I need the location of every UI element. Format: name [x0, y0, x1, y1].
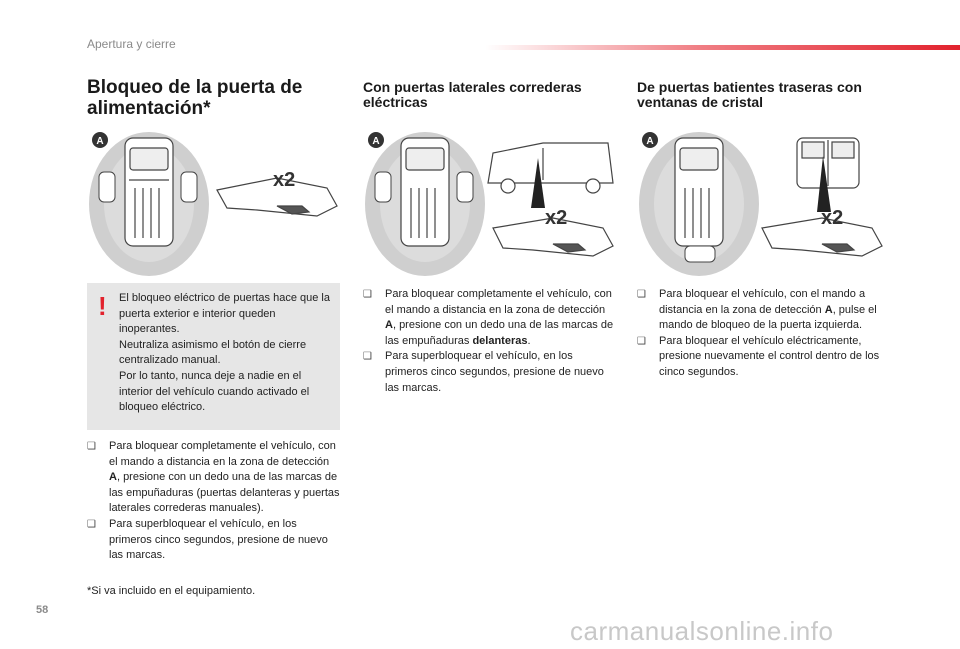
section-title: Apertura y cierre — [87, 37, 176, 51]
illustration-rear-doors — [637, 128, 897, 278]
checkbox-bullet-icon: ❑ — [363, 289, 372, 300]
col1-title: Bloqueo de la puerta de alimentación* — [87, 77, 303, 119]
van-top-view-icon — [125, 138, 173, 246]
list-item: ❑ Para bloquear completamente el vehículo, con el mando a distancia en la zona de detección A, presione con un dedo una de las marcas de las empuñaduras delanteras. — [363, 288, 614, 347]
press-count-label: x2 — [273, 169, 296, 191]
warning-line: Por lo tanto, nunca deje a nadie en el interior del vehículo cuando activado el bloqueo eléctrico. — [119, 369, 310, 414]
zone-a-label: A — [646, 136, 654, 147]
zone-a-label: A — [372, 136, 380, 147]
warning-line: El bloqueo eléctrico de puertas hace que la puerta exterior e interior queden inoperantes. — [119, 292, 330, 336]
zone-a-label: A — [96, 136, 104, 147]
page-number: 58 — [36, 604, 49, 616]
van-rear-view-icon — [797, 138, 859, 188]
press-count-label: x2 — [821, 207, 844, 229]
warning-box — [87, 283, 340, 430]
list-item: ❑ Para bloquear completamente el vehículo, con el mando a distancia en la zona de detección A, presione con un dedo una de las marcas de las empuñaduras (puertas delanteras y puertas laterales correderas manuales). — [87, 440, 340, 515]
van-side-view-icon — [488, 143, 613, 193]
checkbox-bullet-icon: ❑ — [363, 351, 372, 363]
header-accent-bar — [485, 45, 960, 50]
warning-line: Neutraliza asimismo el botón de cierre centralizado manual. — [119, 338, 307, 367]
warning-icon: ! — [98, 291, 107, 321]
van-top-view-icon — [675, 138, 723, 246]
warning-text — [119, 291, 331, 416]
watermark: carmanualsonline.info — [570, 616, 834, 646]
col2-instructions — [363, 287, 618, 396]
checkbox-bullet-icon: ❑ — [87, 441, 96, 452]
illustration-sliding-doors — [363, 128, 623, 278]
col3-title: De puertas batientes traseras con ventanas de cristal — [637, 79, 862, 110]
key-fob-icon — [685, 246, 715, 262]
footnote: *Si va incluido en el equipamiento. — [87, 585, 256, 597]
list-item: ❑ Para superbloquear el vehículo, en los primeros cinco segundos, presione de nuevo las marcas. — [87, 517, 328, 562]
illustration-power-lock — [87, 128, 347, 278]
press-count-label: x2 — [545, 207, 568, 229]
van-top-view-icon — [401, 138, 449, 246]
checkbox-bullet-icon: ❑ — [637, 289, 646, 300]
list-item: ❑ Para bloquear el vehículo, con el mando a distancia en la zona de detección A, pulse el mando de bloqueo de la puerta izquierda. — [637, 288, 877, 332]
col1-instructions — [87, 439, 342, 564]
col3-instructions — [637, 287, 892, 381]
col2-title: Con puertas laterales correderas eléctricas — [363, 79, 582, 110]
list-item: ❑ Para superbloquear el vehículo, en los primeros cinco segundos, presione de nuevo las marcas. — [363, 350, 604, 394]
checkbox-bullet-icon: ❑ — [87, 518, 96, 530]
list-item: ❑ Para bloquear el vehículo eléctricamente, presione nuevamente el control dentro de los cinco segundos. — [637, 334, 880, 378]
checkbox-bullet-icon: ❑ — [637, 335, 646, 347]
